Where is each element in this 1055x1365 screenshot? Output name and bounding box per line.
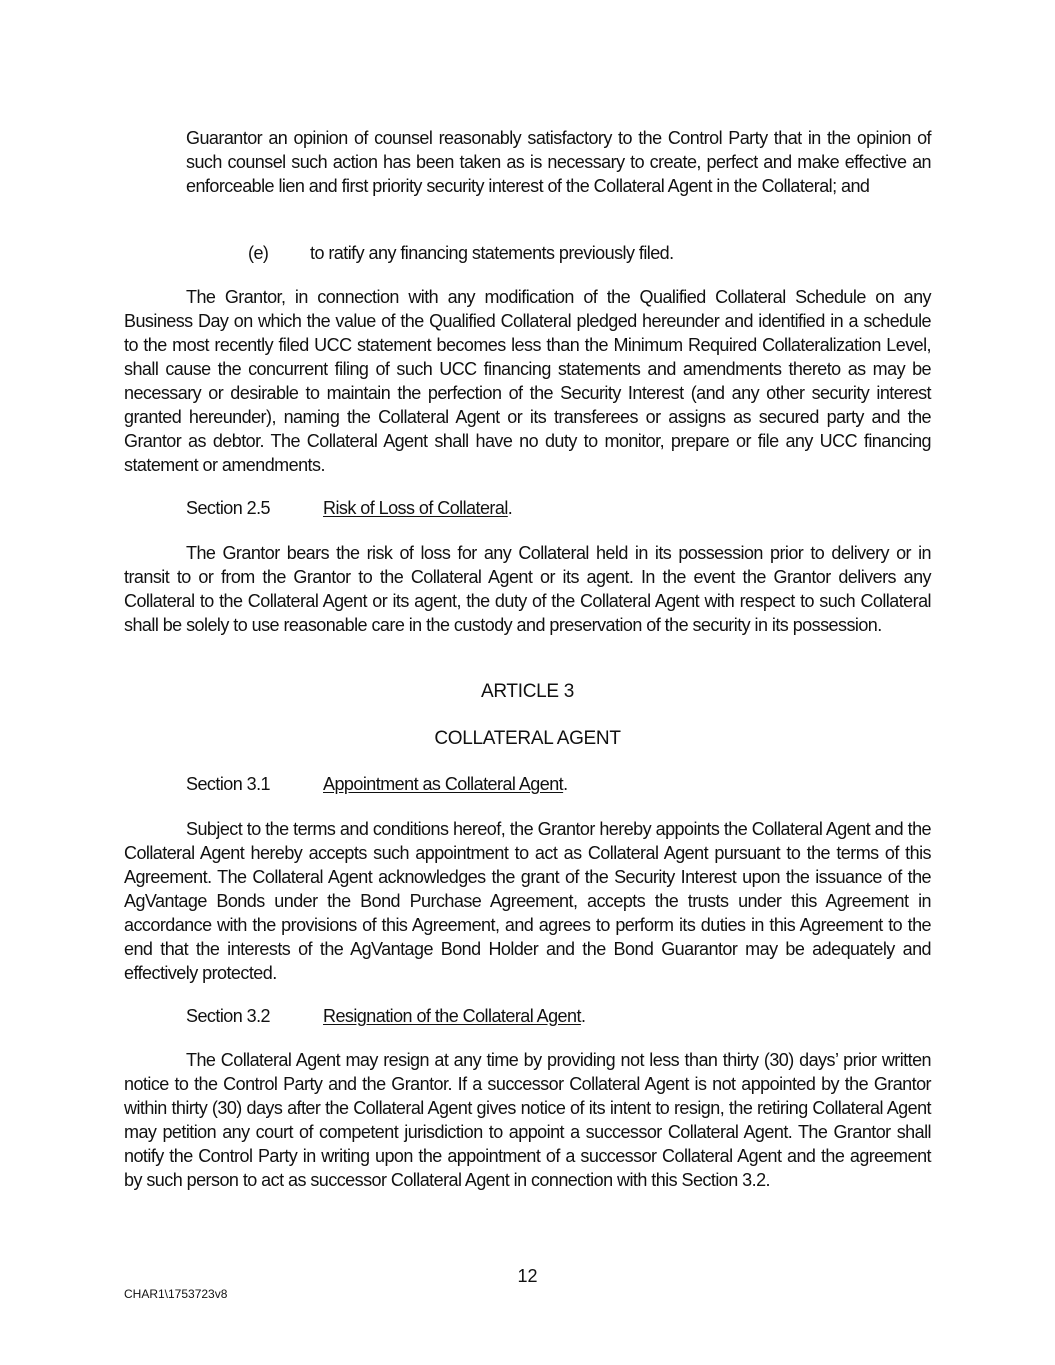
section-title: Risk of Loss of Collateral: [323, 498, 508, 518]
section-2-5-body: The Grantor bears the risk of loss for any Collateral held in its possession prior to delivery or in transit to or from the Grantor to the Collateral Agent or its agent. In the event the Grantor delivers any Collateral to the Collateral Agent or its agent, the duty of the Collateral Agent with respect to such Collateral shall be solely to use reasonable care in the custody and preservation of the security in its possession.: [124, 543, 931, 635]
section-heading-3-2: [186, 1004, 585, 1028]
section-heading-3-1: [186, 772, 568, 796]
section-number: Section 3.2: [186, 1006, 271, 1026]
page-number: 12: [517, 1266, 538, 1286]
section-title-period: .: [563, 774, 568, 794]
section-title-period: .: [580, 1006, 586, 1026]
continued-paragraph: Guarantor an opinion of counsel reasonably satisfactory to the Control Party that in the opinion of such counsel such action has been taken as is necessary to create, perfect and make effective an enforceable lien and first priority security interest of the Collateral Agent in the Collateral; and: [186, 128, 931, 196]
document-id: CHAR1\1753723v8: [124, 1287, 228, 1301]
section-heading-2-5: [186, 496, 512, 520]
section-title-period: .: [507, 498, 513, 518]
section-title: Appointment as Collateral Agent: [323, 774, 564, 794]
section-3-2-body: The Collateral Agent may resign at any time by providing not less than thirty (30) days’ prior written notice to the Control Party and the Grantor. If a successor Collateral Agent is not appointed by the Grantor within thirty (30) days after the Collateral Agent gives notice of its intent to resign, the retiring Collateral Agent may petition any court of competent jurisdiction to appoint a successor Collateral Agent. The Grantor shall notify the Control Party in writing upon the appointment of a successor Collateral Agent and the agreement by such person to act as successor Collateral Agent in connection with this Section 3.2.: [124, 1050, 931, 1190]
article-label: ARTICLE 3: [480, 681, 575, 702]
list-marker: (e): [248, 243, 269, 263]
section-number: Section 3.1: [186, 774, 271, 794]
paragraph-grantor-modification: The Grantor, in connection with any modification of the Qualified Collateral Schedule on any Business Day on which the value of the Qualified Collateral pledged hereunder and identified in a schedule to the most recently filed UCC statement becomes less than the Minimum Required Collateralization Level, shall cause the concurrent filing of such UCC financing statements and amendments thereto as may be necessary or desirable to maintain the perfection of the Security Interest (and any other security interest granted hereunder), naming the Collateral Agent or its transferees or assigns as secured party and the Grantor as debtor. The Collateral Agent shall have no duty to monitor, prepare or file any UCC financing statement or amendments.: [124, 287, 931, 475]
list-item-e: [248, 241, 674, 265]
section-number: Section 2.5: [186, 498, 271, 518]
section-title: Resignation of the Collateral Agent: [323, 1006, 581, 1026]
list-item-text: to ratify any financing statements previously filed.: [310, 243, 674, 263]
article-title: COLLATERAL AGENT: [434, 728, 621, 749]
section-3-1-body: Subject to the terms and conditions hereof, the Grantor hereby appoints the Collateral Agent and the Collateral Agent hereby accepts such appointment to act as Collateral Agent pursuant to the terms of this Agreement. The Collateral Agent acknowledges the grant of the Security Interest upon the issuance of the AgVantage Bonds under the Bond Purchase Agreement, accepts the trusts under this Agreement in accordance with the provisions of this Agreement, and agrees to perform its duties in this Agreement to the end that the interests of the AgVantage Bond Holder and the Bond Guarantor may be adequately and effectively protected.: [124, 819, 931, 983]
